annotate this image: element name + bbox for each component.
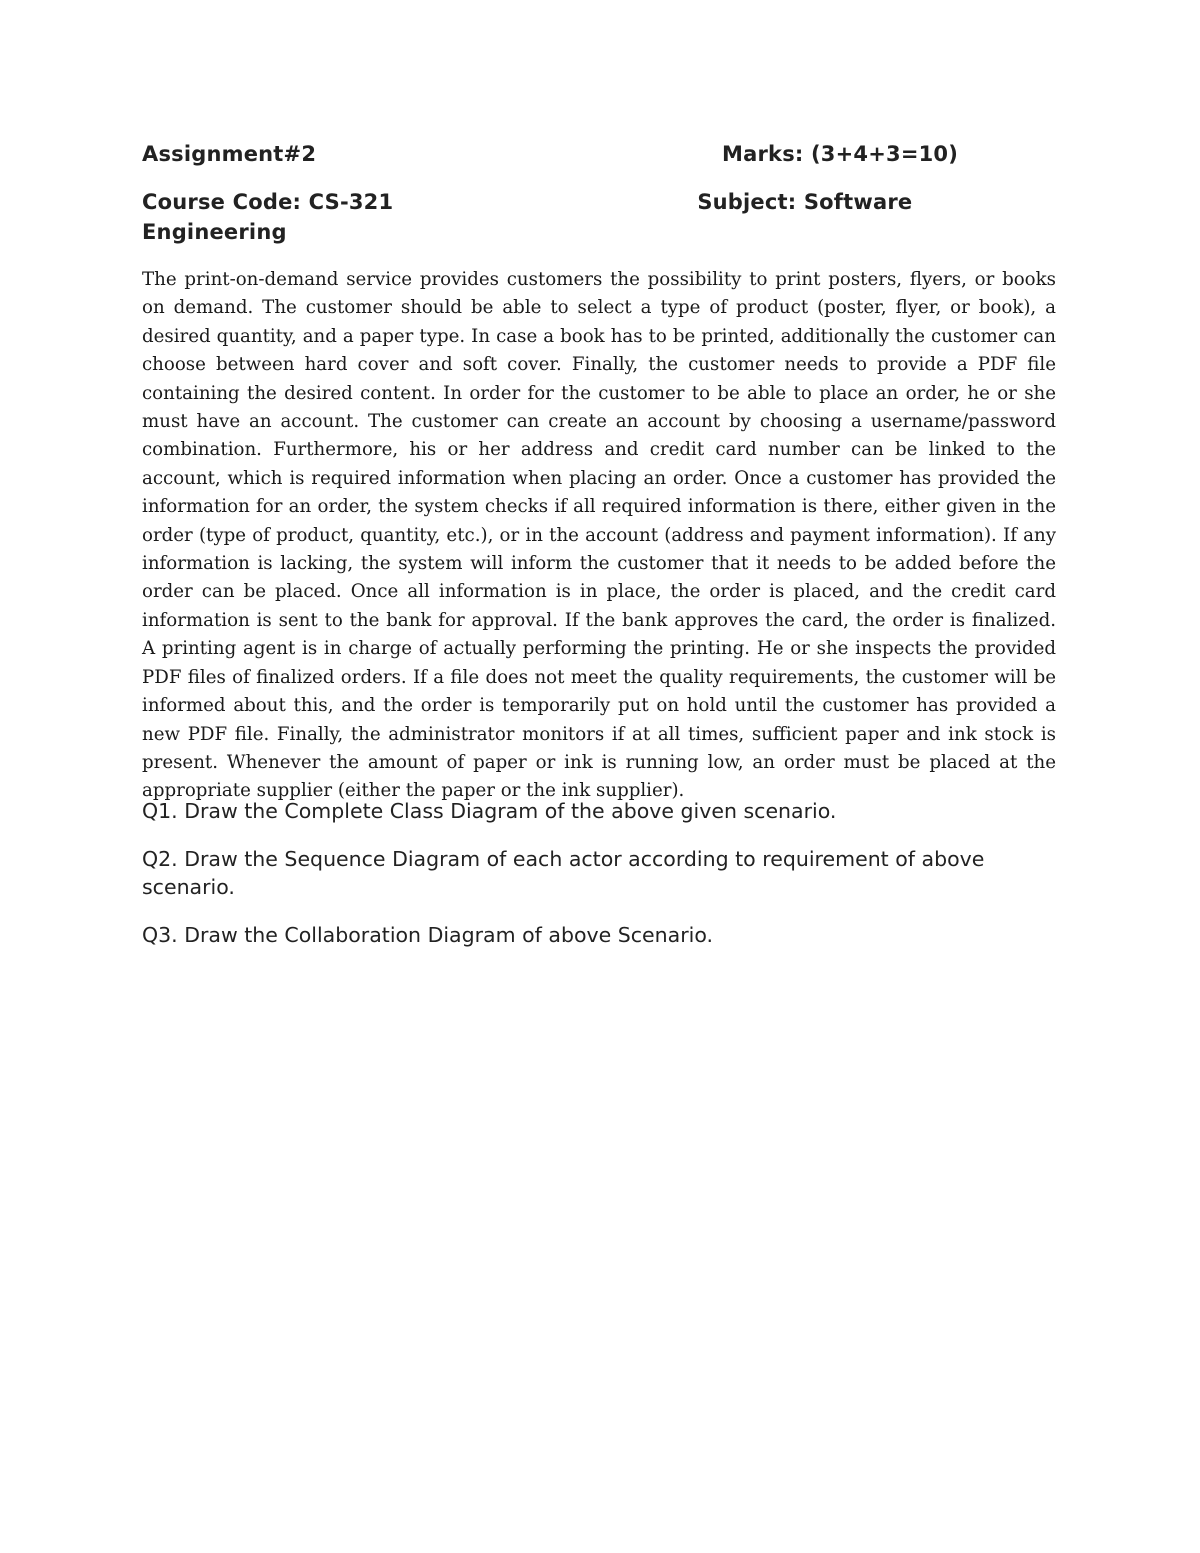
marks-label: Marks: (3+4+3=10) (722, 142, 959, 166)
subject-label: Subject: Software Engineering (142, 190, 913, 244)
assignment-header-row (142, 139, 1058, 169)
course-header-row (142, 187, 1058, 247)
question-1: Q1. Draw the Complete Class Diagram of the above given scenario. (142, 799, 837, 823)
question-2: Q2. Draw the Sequence Diagram of each actor according to requirement of above scenario. (142, 847, 985, 899)
course-code: Course Code: CS-321 (142, 190, 394, 214)
course-line (142, 187, 942, 247)
scenario-paragraph: The print-on-demand service provides customers the possibility to print posters, flyers, or books on demand. The customer should be able to select a type of product (poster, flyer, or book), a desired quantity, and a paper type. In case a book has to be printed, additionally the customer can choose between hard cover and soft cover. Finally, the customer needs to provide a PDF file containing the desired content. In order for the customer to be able to place an order, he or she must have an account. The customer can create an account by choosing a username/password combination. Furthermore, his or her address and credit card number can be linked to the account, which is required information when placing an order. Once a customer has provided the information for an order, the system checks if all required information is there, either given in the order (type of product, quantity, etc.), or in the account (address and payment information). If any information is lacking, the system will inform the customer that it needs to be added before the order can be placed. Once all information is in place, the order is placed, and the credit card information is sent to the bank for approval. If the bank approves the card, the order is finalized. A printing agent is in charge of actually performing the printing. He or she inspects the provided PDF files of finalized orders. If a file does not meet the quality requirements, the customer will be informed about this, and the order is temporarily put on hold until the customer has provided a new PDF file. Finally, the administrator monitors if at all times, sufficient paper and ink stock is present. Whenever the amount of paper or ink is running low, an order must be placed at the appropriate supplier (either the paper or the ink supplier). (142, 269, 1056, 802)
assignment-title: Assignment#2 (142, 142, 317, 166)
question-3: Q3. Draw the Collaboration Diagram of above Scenario. (142, 923, 714, 947)
questions-list (142, 797, 1058, 969)
